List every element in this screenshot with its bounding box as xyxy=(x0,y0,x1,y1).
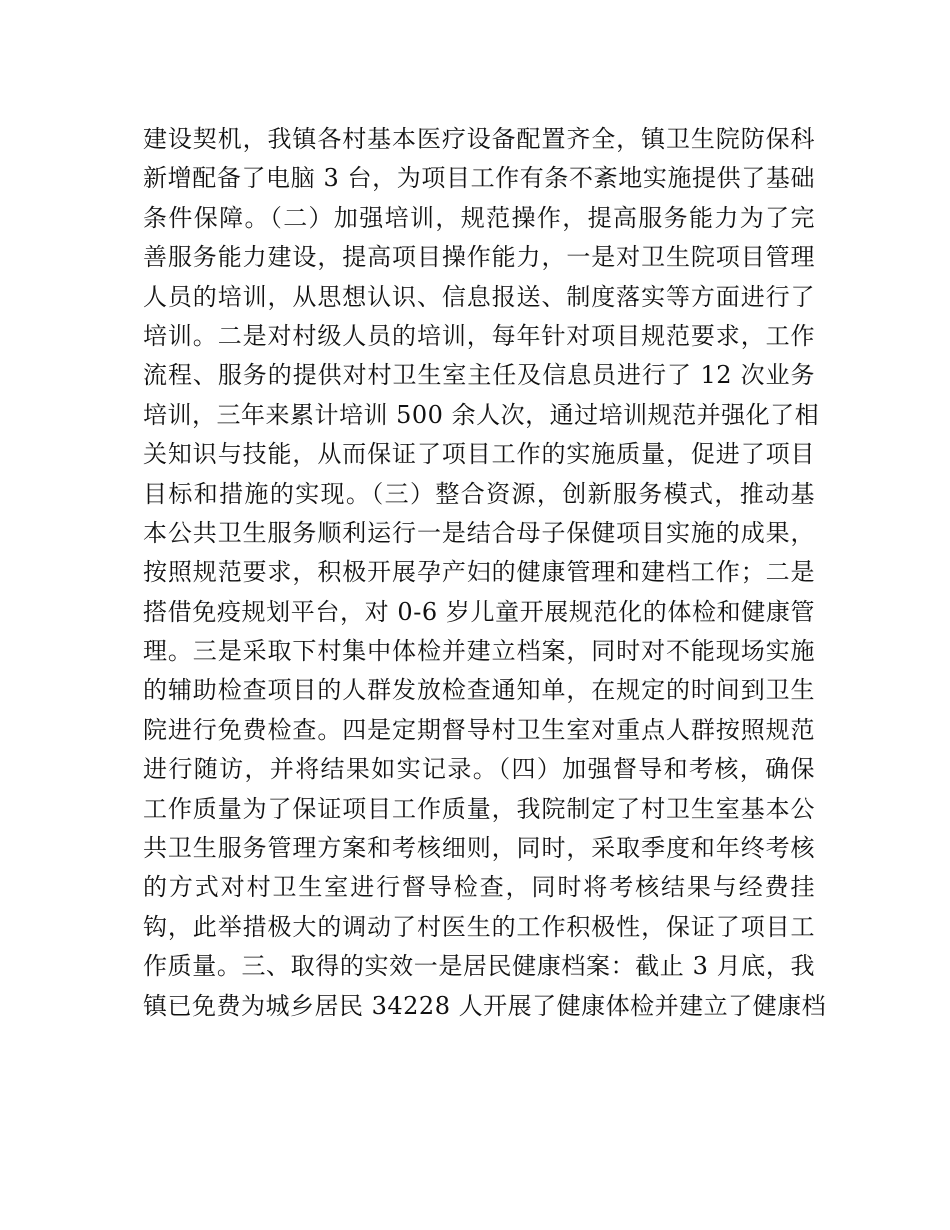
text-line-21: 钩，此举措极大的调动了村医生的工作积极性，保证了项目工 xyxy=(143,912,815,941)
text-line-18: 工作质量为了保证项目工作质量，我院制定了村卫生室基本公 xyxy=(143,794,815,823)
text-line-23: 镇已免费为城乡居民 34228 人开展了健康体检并建立了健康档 xyxy=(143,991,827,1020)
text-line-22: 作质量。三、取得的实效一是居民健康档案：截止 3 月底，我 xyxy=(143,952,815,981)
text-line-8: 培训，三年来累计培训 500 余人次，通过培训规范并强化了相 xyxy=(143,400,820,429)
body-text xyxy=(143,120,827,1026)
text-line-6: 培训。二是对村级人员的培训，每年针对项目规范要求，工作 xyxy=(143,321,815,350)
text-line-1: 建设契机，我镇各村基本医疗设备配置齐全，镇卫生院防保科 xyxy=(143,125,815,153)
text-line-7: 流程、服务的提供对村卫生室主任及信息员进行了 12 次业务 xyxy=(143,361,815,390)
text-line-20: 的方式对村卫生室进行督导检查，同时将考核结果与经费挂 xyxy=(143,873,815,902)
text-line-14: 理。三是采取下村集中体检并建立档案，同时对不能现场实施 xyxy=(143,637,815,666)
text-line-11: 本公共卫生服务顺利运行一是结合母子保健项目实施的成果， xyxy=(143,518,815,547)
text-line-12: 按照规范要求，积极开展孕产妇的健康管理和建档工作；二是 xyxy=(143,558,815,587)
text-line-10: 目标和措施的实现。（三）整合资源，创新服务模式，推动基 xyxy=(143,479,815,508)
text-line-4: 善服务能力建设，提高项目操作能力，一是对卫生院项目管理 xyxy=(143,243,815,272)
text-line-19: 共卫生服务管理方案和考核细则，同时，采取季度和年终考核 xyxy=(143,834,815,863)
text-line-9: 关知识与技能，从而保证了项目工作的实施质量，促进了项目 xyxy=(143,440,815,469)
text-line-13: 搭借免疫规划平台，对 0-6 岁儿童开展规范化的体检和健康管 xyxy=(143,597,815,626)
text-line-5: 人员的培训，从思想认识、信息报送、制度落实等方面进行了 xyxy=(143,282,815,311)
text-line-3: 条件保障。（二）加强培训，规范操作，提高服务能力为了完 xyxy=(143,203,815,232)
text-line-16: 院进行免费检查。四是定期督导村卫生室对重点人群按照规范 xyxy=(143,715,815,744)
text-line-15: 的辅助检查项目的人群发放检查通知单，在规定的时间到卫生 xyxy=(143,676,815,705)
text-line-17: 进行随访，并将结果如实记录。（四）加强督导和考核，确保 xyxy=(143,755,815,784)
text-line-2: 新增配备了电脑 3 台，为项目工作有条不紊地实施提供了基础 xyxy=(143,164,815,193)
